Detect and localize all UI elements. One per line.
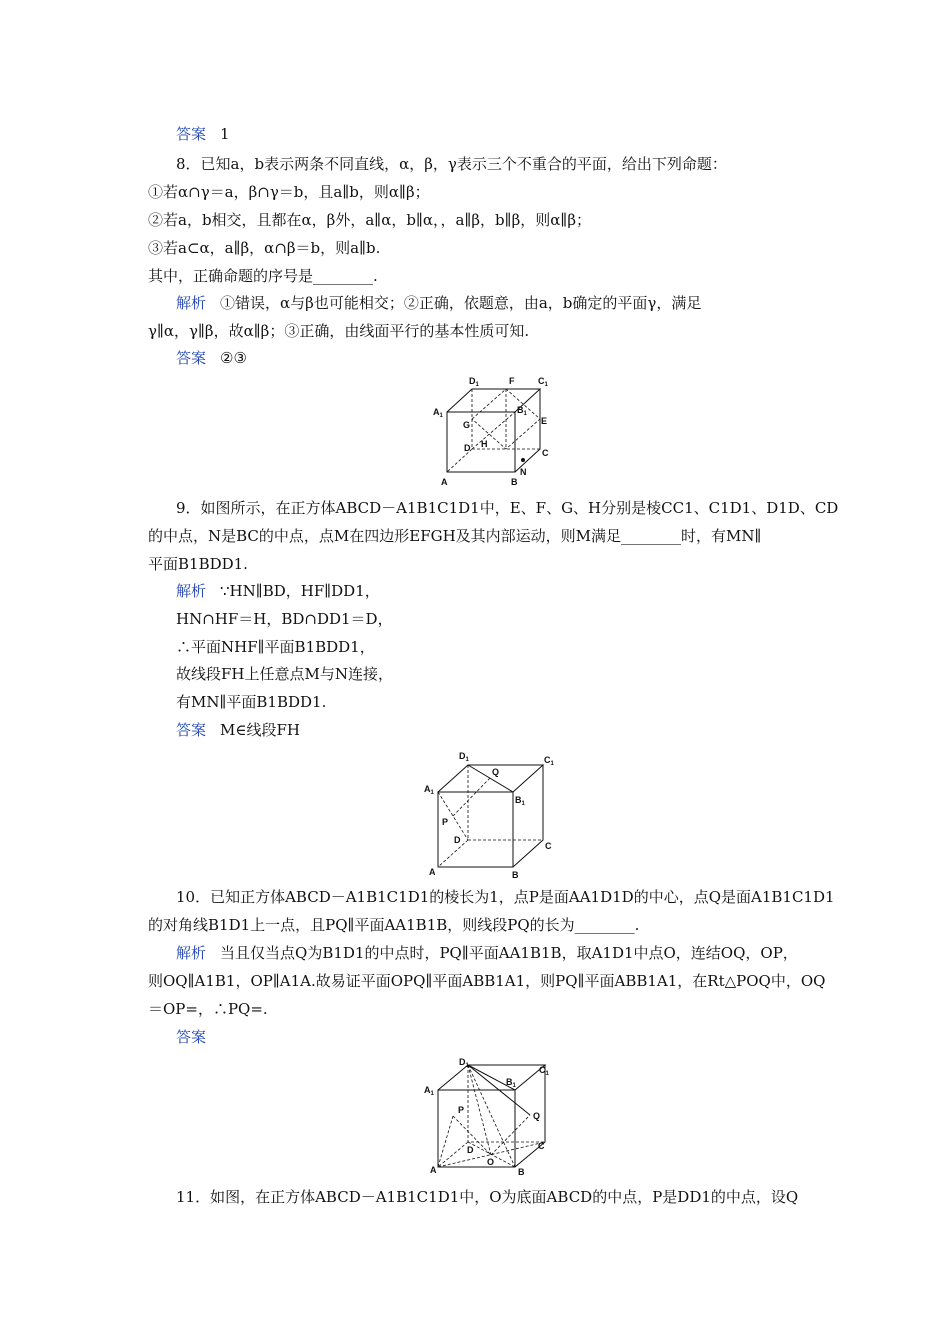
- label-b: B: [512, 870, 519, 880]
- label-o: O: [487, 1157, 495, 1167]
- label-d1: $D_1$: [459, 751, 469, 763]
- label-c1: $C_1$: [539, 1065, 549, 1077]
- q8-proposition-1: ①若α∩γ＝a，β∩γ＝b，且a∥b，则α∥β；: [148, 183, 430, 201]
- analysis-text: ∵HN∥BD，HF∥DD1，: [220, 582, 380, 600]
- label-h: H: [481, 439, 488, 449]
- label-p: P: [442, 817, 449, 827]
- answer-label: 答案: [176, 1028, 207, 1046]
- q8-proposition-3: ③若a⊂α，a∥β，α∩β＝b，则a∥b.: [148, 239, 381, 257]
- label-b: B: [511, 477, 518, 487]
- q8-analysis-cont: γ∥α，γ∥β，故α∥β；③正确，由线面平行的基本性质可知.: [148, 322, 530, 340]
- label-d: D: [454, 835, 461, 845]
- label-c: C: [545, 841, 552, 851]
- label-b1: $B_1$: [515, 795, 525, 807]
- analysis-label: 解析: [176, 294, 207, 312]
- label-f: F: [509, 376, 515, 386]
- answer-text: ②③: [220, 349, 247, 367]
- answer-label: 答案: [176, 721, 207, 739]
- q10-line-2: 的对角线B1D1上一点，且PQ∥平面AA1B1B，则线段PQ的长为________.: [148, 916, 640, 934]
- label-a: A: [430, 1165, 437, 1175]
- q9-analysis-4: 故线段FH上任意点M与N连接，: [176, 665, 393, 683]
- q9-analysis-5: 有MN∥平面B1BDD1.: [176, 693, 327, 711]
- label-d: D: [467, 1145, 474, 1155]
- label-b1: $B_1$: [506, 1077, 516, 1089]
- q10-line-1: 10．已知正方体ABCD－A1B1C1D1的棱长为1，点P是面AA1D1D的中心，点Q是面A1B1C1D1: [176, 888, 835, 906]
- label-c1: $C_1$: [544, 755, 554, 767]
- q9-analysis: [176, 581, 380, 601]
- label-a: A: [429, 867, 436, 877]
- q10-analysis-2: 则OQ∥A1B1，OP∥A1A.故易证平面OPQ∥平面ABB1A1，则PQ∥平面ABB1A1，在Rt△POQ中，OQ: [148, 972, 826, 990]
- q10-analysis-3: ＝OP=，∴PQ=.: [148, 1000, 268, 1018]
- cube-figure-1: [425, 372, 565, 490]
- label-q: Q: [533, 1111, 541, 1121]
- q9-line-2: 的中点，N是BC的中点，点M在四边形EFGH及其内部运动，则M满足________时，有MN∥: [148, 527, 762, 545]
- label-c: C: [538, 1141, 545, 1151]
- q8-proposition-2: ②若a，b相交，且都在α，β外，a∥α，b∥α，，a∥β，b∥β，则α∥β；: [148, 211, 591, 229]
- answer-label: 答案: [176, 349, 207, 367]
- label-d1: $D_1$: [459, 1057, 469, 1069]
- q8-stem: 8．已知a，b表示两条不同直线，α，β，γ表示三个不重合的平面，给出下列命题：: [176, 155, 727, 173]
- label-a1: $A_1$: [424, 784, 434, 796]
- answer-text: 1: [220, 125, 230, 143]
- analysis-label: 解析: [176, 944, 207, 962]
- q11-line-1: 11．如图，在正方体ABCD－A1B1C1D1中，O为底面ABCD的中点，P是DD1的中点，设Q: [176, 1188, 799, 1206]
- label-q: Q: [492, 767, 500, 777]
- answer-label: 答案: [176, 125, 207, 143]
- q9-answer: [176, 720, 300, 740]
- q9-line-3: 平面B1BDD1.: [148, 555, 248, 573]
- q9-analysis-2: HN∩HF＝H，BD∩DD1＝D，: [176, 610, 393, 628]
- q10-answer: [176, 1027, 220, 1047]
- cube-figure-3: [420, 1055, 565, 1177]
- label-d: D: [464, 443, 471, 453]
- label-a1: $A_1$: [424, 1085, 434, 1097]
- q9-line-1: 9．如图所示，在正方体ABCD－A1B1C1D1中，E、F、G、H分别是棱CC1、C1D1、D1D、CD: [176, 499, 839, 517]
- answer-text: M∈线段FH: [220, 721, 300, 739]
- analysis-text: 当且仅当点Q为B1D1的中点时，PQ∥平面AA1B1B，取A1D1中点O，连结OQ，OP，: [220, 944, 798, 962]
- q7-answer: [176, 124, 230, 144]
- label-g: G: [463, 420, 471, 430]
- label-a: A: [441, 477, 448, 487]
- label-a1: $A_1$: [433, 407, 443, 419]
- q8-analysis: [176, 293, 701, 313]
- label-b: B: [518, 1167, 525, 1177]
- label-b1: $B_1$: [517, 405, 527, 417]
- analysis-label: 解析: [176, 582, 207, 600]
- label-e: E: [541, 416, 548, 426]
- label-c: C: [542, 448, 549, 458]
- q8-question: 其中，正确命题的序号是________.: [148, 267, 378, 285]
- point-n: [521, 458, 525, 462]
- analysis-text: ①错误，α与β也可能相交；②正确，依题意，由a，b确定的平面γ，满足: [220, 294, 702, 312]
- label-d1: $D_1$: [469, 376, 479, 388]
- cube-figure-2: [420, 745, 565, 880]
- q8-answer: [176, 348, 247, 368]
- label-p: P: [458, 1105, 465, 1115]
- q9-analysis-3: ∴平面NHF∥平面B1BDD1，: [176, 638, 375, 656]
- label-n: N: [520, 467, 527, 477]
- q10-analysis: [176, 943, 798, 963]
- label-c1: $C_1$: [538, 376, 548, 388]
